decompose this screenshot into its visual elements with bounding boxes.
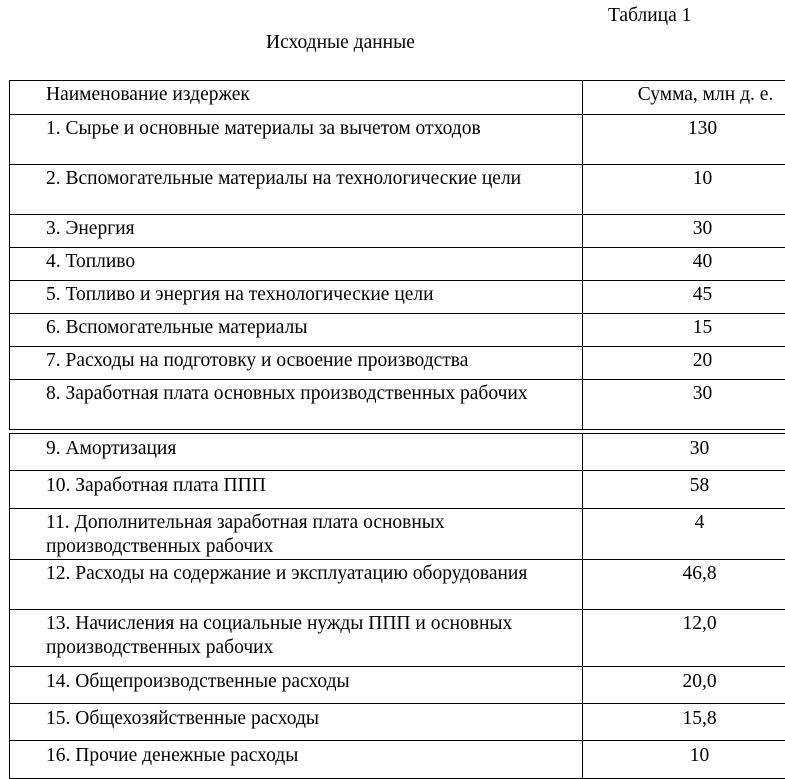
header-value: Сумма, млн д. е. xyxy=(583,81,785,115)
row-name: 8. Заработная плата основных производственных рабочих xyxy=(10,380,583,430)
table-title: Исходные данные xyxy=(266,31,415,55)
table-row xyxy=(10,560,785,610)
row-name: 15. Общехозяйственные расходы xyxy=(10,704,583,741)
row-value: 4 xyxy=(583,509,785,560)
row-name: 4. Топливо xyxy=(10,248,583,281)
row-value: 15 xyxy=(583,314,785,347)
row-value: 46,8 xyxy=(583,560,785,610)
row-value: 30 xyxy=(583,215,785,248)
row-name: 2. Вспомогательные материалы на технологические цели xyxy=(10,165,583,215)
row-value: 12,0 xyxy=(583,610,785,667)
row-name: 11. Дополнительная заработная плата основных производственных рабочих xyxy=(10,509,583,560)
row-value: 20 xyxy=(583,347,785,380)
table-row xyxy=(10,741,785,779)
row-value: 10 xyxy=(583,741,785,779)
row-value: 130 xyxy=(583,115,785,165)
row-name: 10. Заработная плата ППП xyxy=(10,471,583,509)
table-row xyxy=(10,380,785,430)
table-header-row xyxy=(10,81,785,115)
row-name: 12. Расходы на содержание и эксплуатацию оборудования xyxy=(10,560,583,610)
table-row xyxy=(10,165,785,215)
row-name: 6. Вспомогательные материалы xyxy=(10,314,583,347)
row-name: 13. Начисления на социальные нужды ППП и основных производственных рабочих xyxy=(10,610,583,667)
table-row xyxy=(10,434,785,471)
row-value: 10 xyxy=(583,165,785,215)
row-value: 58 xyxy=(583,471,785,509)
table-row xyxy=(10,347,785,380)
cost-table-part-1 xyxy=(9,80,785,430)
row-name: 14. Общепроизводственные расходы xyxy=(10,667,583,704)
table-row xyxy=(10,248,785,281)
row-value: 45 xyxy=(583,281,785,314)
table-row xyxy=(10,281,785,314)
cost-table-part-2 xyxy=(9,433,785,779)
row-name: 9. Амортизация xyxy=(10,434,583,471)
row-name: 5. Топливо и энергия на технологические цели xyxy=(10,281,583,314)
row-value: 30 xyxy=(583,380,785,430)
table-row xyxy=(10,509,785,560)
table-caption: Таблица 1 xyxy=(608,4,691,28)
header-name: Наименование издержек xyxy=(10,81,583,115)
row-value: 15,8 xyxy=(583,704,785,741)
table-row xyxy=(10,704,785,741)
row-value: 40 xyxy=(583,248,785,281)
table-row xyxy=(10,314,785,347)
cost-table xyxy=(9,80,774,779)
table-row xyxy=(10,667,785,704)
row-value: 30 xyxy=(583,434,785,471)
row-name: 3. Энергия xyxy=(10,215,583,248)
table-row xyxy=(10,471,785,509)
table-row xyxy=(10,610,785,667)
row-name: 7. Расходы на подготовку и освоение производства xyxy=(10,347,583,380)
table-row xyxy=(10,115,785,165)
row-name: 1. Сырье и основные материалы за вычетом отходов xyxy=(10,115,583,165)
table-row xyxy=(10,215,785,248)
row-name: 16. Прочие денежные расходы xyxy=(10,741,583,779)
row-value: 20,0 xyxy=(583,667,785,704)
